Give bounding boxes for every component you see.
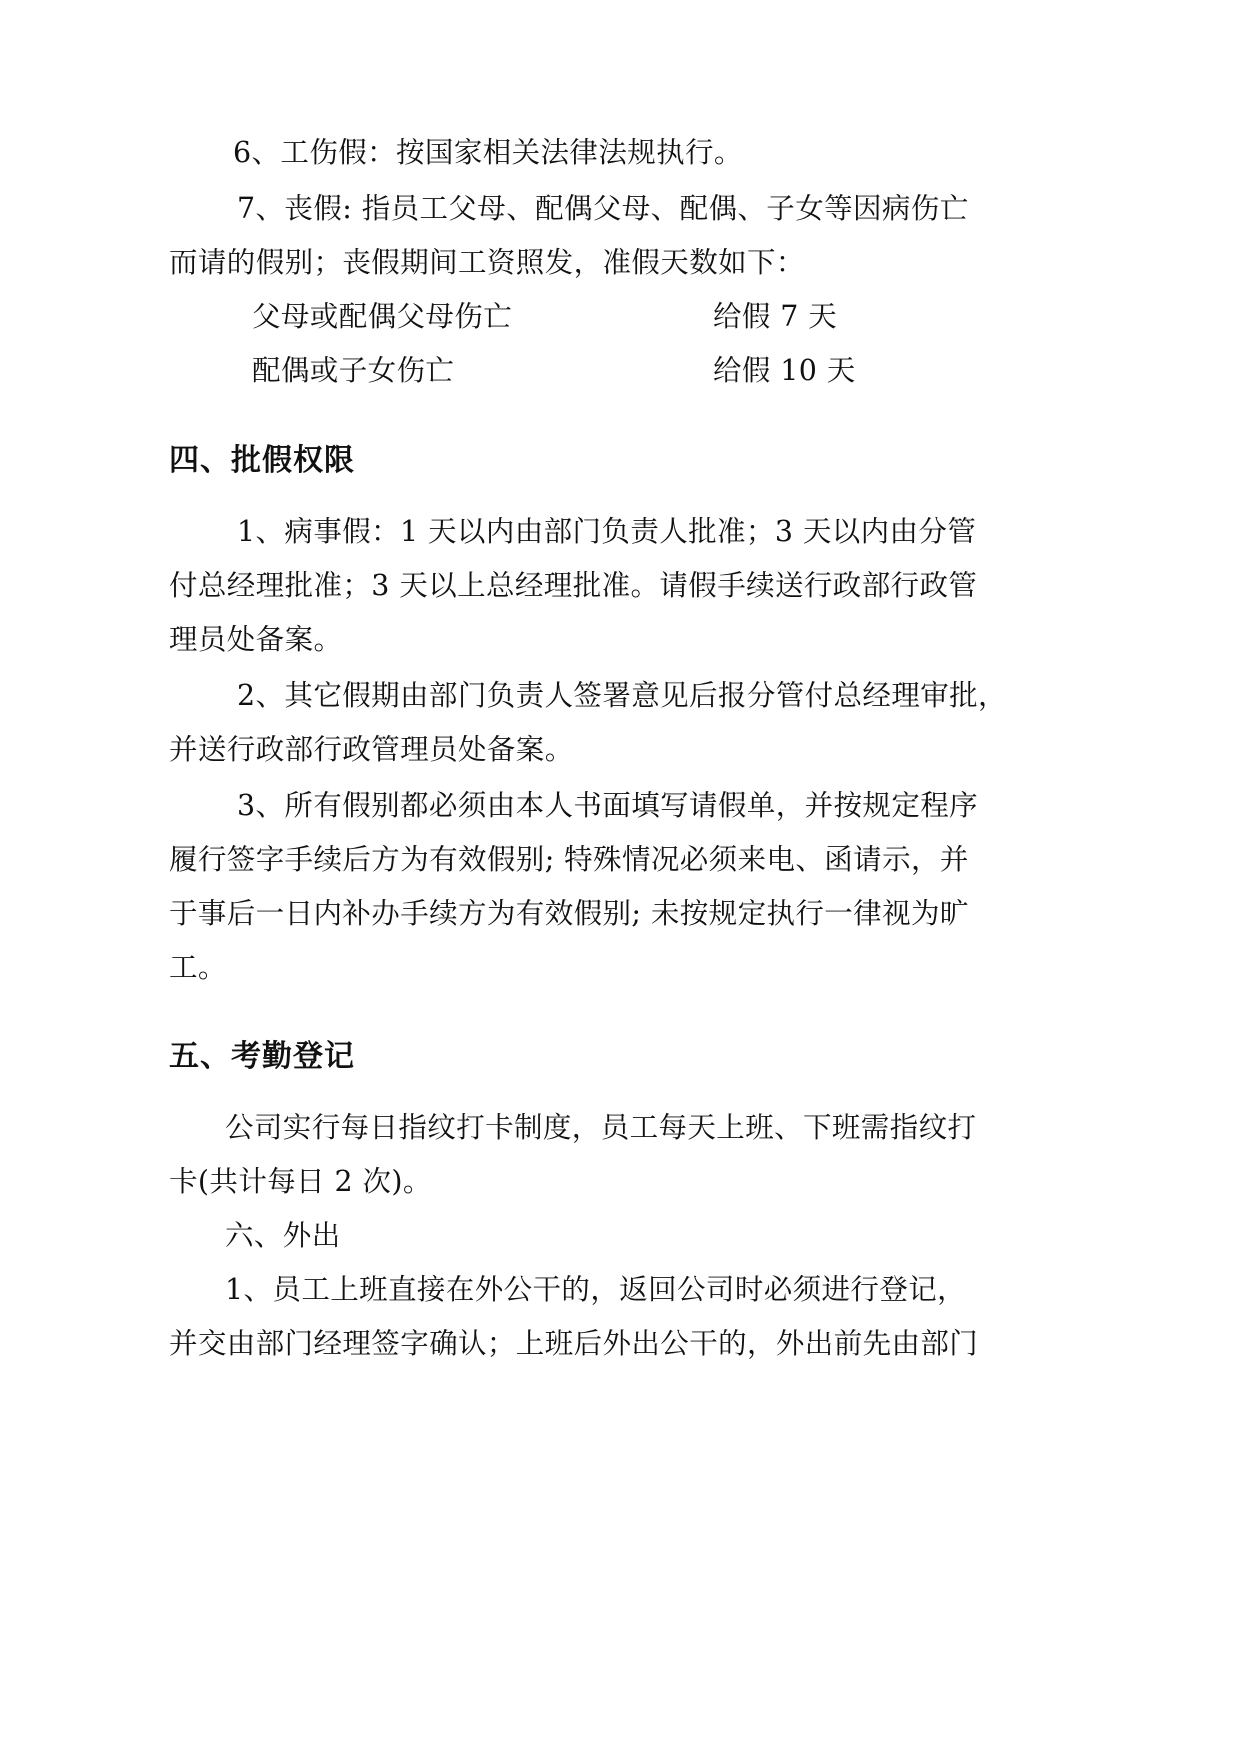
approval-item-3-line4: 工。	[169, 951, 227, 984]
section-5-heading: 五、考勤登记	[169, 1039, 355, 1074]
outing-item-1-line1: 1、员工上班直接在外公干的，返回公司时必须进行登记，	[225, 1273, 967, 1306]
approval-item-1-line2: 付总经理批准；3 天以上总经理批准。请假手续送行政部行政管	[169, 569, 978, 602]
approval-item-3-line3: 于事后一日内补办手续方为有效假别; 未按规定执行一律视为旷	[169, 897, 969, 930]
approval-item-3-line1: 3、所有假别都必须由本人书面填写请假单，并按规定程序	[237, 789, 979, 822]
leave-item-7-line1: 7、丧假: 指员工父母、配偶父母、配偶、子女等因病伤亡	[237, 192, 969, 225]
leave-table-case-2: 配偶或子女伤亡	[252, 354, 455, 387]
approval-item-1-line3: 理员处备案。	[169, 623, 343, 656]
approval-item-2-line2: 并送行政部行政管理员处备案。	[169, 733, 574, 766]
leave-table-days-1: 给假 7 天	[713, 300, 838, 333]
attendance-paragraph-line2: 卡(共计每日 2 次)。	[169, 1165, 432, 1198]
approval-item-3-line2: 履行签字手续后方为有效假别; 特殊情况必须来电、函请示，并	[169, 843, 969, 876]
section-6-title: 六、外出	[225, 1219, 341, 1252]
leave-item-6: 6、工伤假：按国家相关法律法规执行。	[233, 136, 743, 169]
approval-item-2-line1: 2、其它假期由部门负责人签署意见后报分管付总经理审批，	[237, 679, 1007, 712]
attendance-paragraph-line1: 公司实行每日指纹打卡制度，员工每天上班、下班需指纹打	[225, 1111, 977, 1144]
leave-table-days-2: 给假 10 天	[713, 354, 856, 387]
leave-item-7-line2: 而请的假别；丧假期间工资照发，准假天数如下：	[169, 246, 805, 279]
section-4-heading: 四、批假权限	[169, 443, 355, 478]
leave-table-case-1: 父母或配偶父母伤亡	[252, 300, 513, 333]
outing-item-1-line2: 并交由部门经理签字确认；上班后外出公干的，外出前先由部门	[169, 1327, 979, 1360]
approval-item-1-line1: 1、病事假：1 天以内由部门负责人批准；3 天以内由分管	[237, 515, 977, 548]
